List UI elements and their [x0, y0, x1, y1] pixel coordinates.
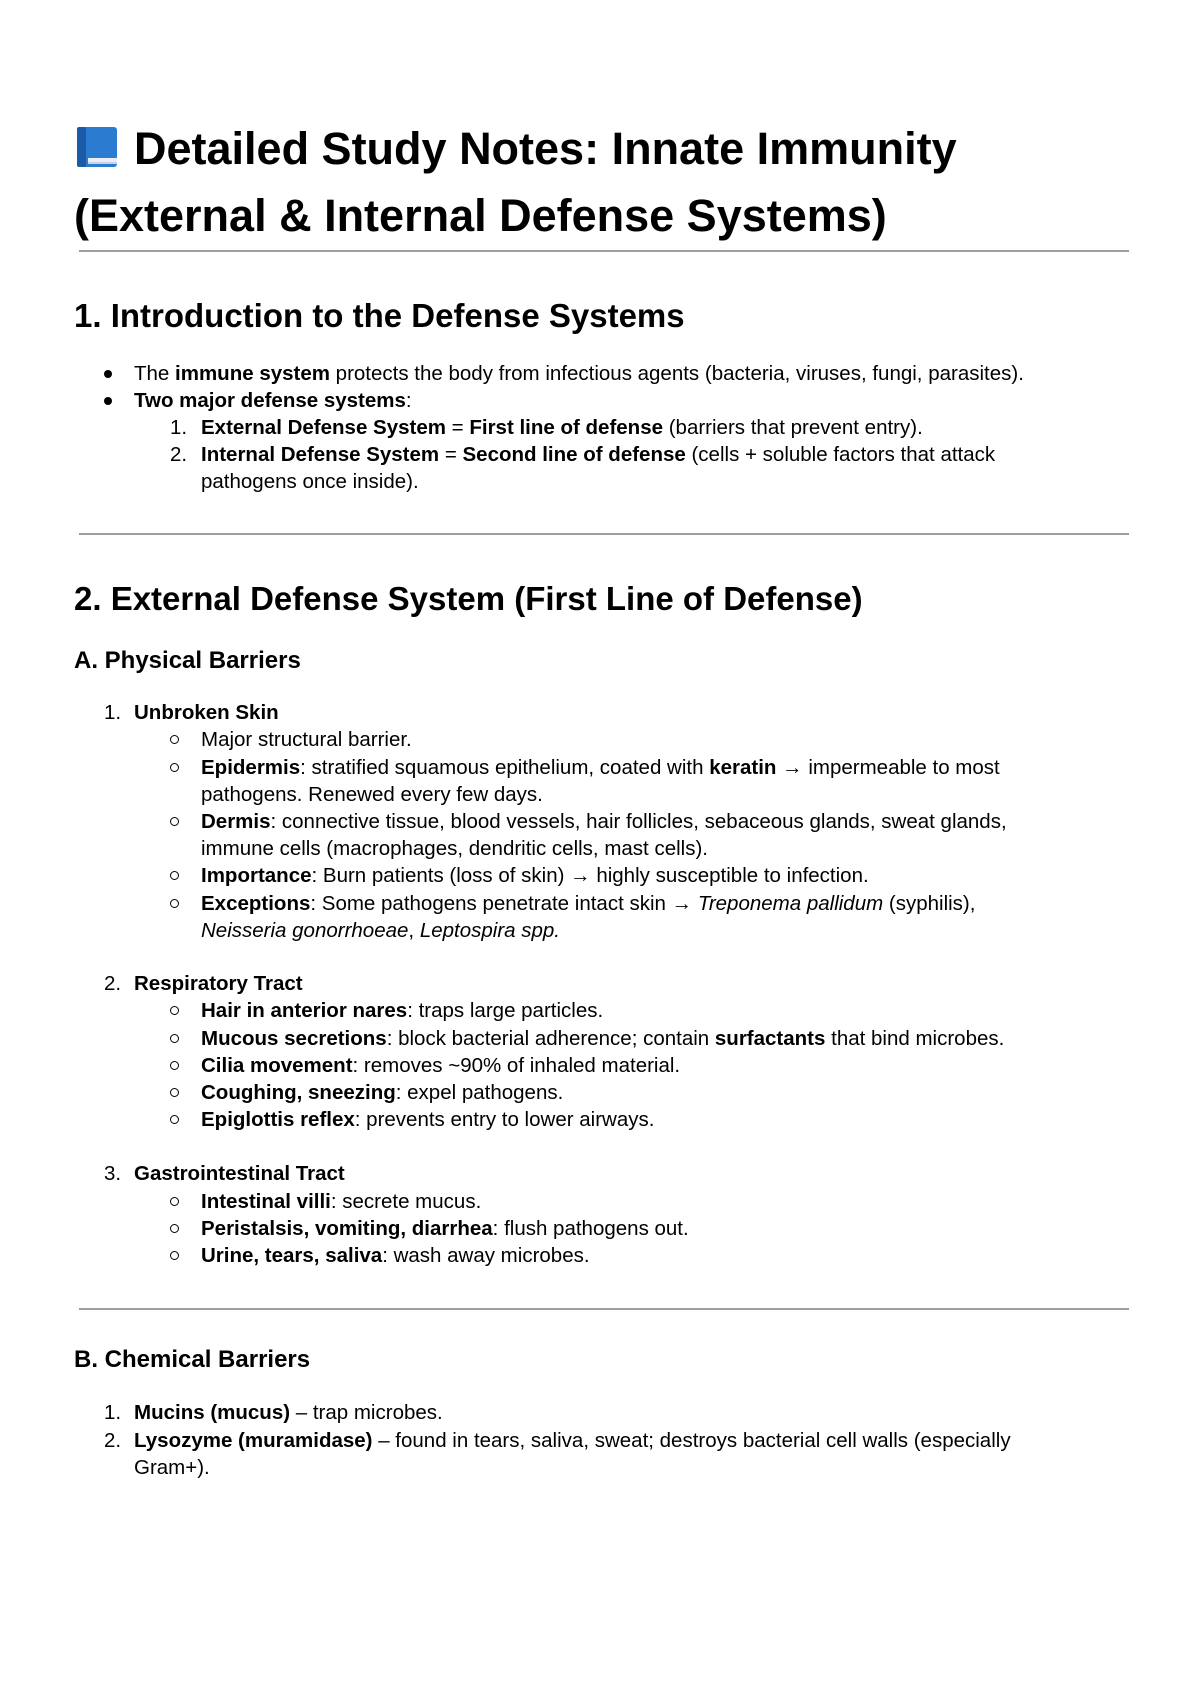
title-line-2: (External & Internal Defense Systems): [74, 190, 887, 241]
hollow-bullet-icon: [170, 1115, 179, 1124]
hollow-bullet-icon: [170, 899, 179, 908]
document-page: Detailed Study Notes: Innate Immunity (External & Internal Defense Systems) 1. Introduction to the Defense Systems The immune system protects the body from infectious agents (bacteria, viruses, fungi, parasites). Two major defense systems: 1. External Defense System = First line of defense (barriers that prevent entry). 2. Internal Defense System = Second line of defense (cells + soluble factors that attack pathogens once inside). 2. External Defense System (First Line of Defense) A. Physical Barriers 1. Unbroken Skin Major structural barrier. Epidermis: stratified squamous epithelium, coated with keratin → impermeable to most pathogens. Renewed every few days. Dermis: connective tissue, blood vessels, hair follicles, sebaceous glands, sweat glands, immune cells (macrophages, dendritic cells, mast cells). Importance: Burn patients (loss of skin) → highly susceptible to infection. Exceptions: Some pathogens penetrate intact skin → Treponema pallidum (syphilis), Neisseria gonorrhoeae, Leptospira spp. 2. Respiratory Tract Hair in anterior nares: traps large particles. Mucous secretions: block bacterial adherence; contain surfactants that bind microbes. Cilia movement: removes ~90% of inhaled material. Coughing, sneezing: expel pathogens. Epiglottis reflex: prevents entry to lower airways. 3. Gastrointestinal Tract Intestinal villi: secrete mucus. Peristalsis, vomiting, diarrhea: flush pathogens out. Urine, tears, saliva: wash away microbes. B. Chemical Barriers 1. Mucins (mucus) – trap microbes. 2. Lysozyme (muramidase) – found in tears, saliva, sweat; destroys bacterial cell walls (especially Gram+).: [0, 0, 1200, 1694]
divider: [79, 1308, 1129, 1310]
hollow-bullet-icon: [170, 1061, 179, 1070]
hollow-bullet-icon: [170, 735, 179, 744]
divider: [79, 250, 1129, 252]
subheading-physical-barriers: A. Physical Barriers: [74, 647, 301, 674]
hollow-bullet-icon: [170, 871, 179, 880]
hollow-bullet-icon: [170, 1006, 179, 1015]
bullet-icon: [104, 370, 112, 378]
divider: [79, 533, 1129, 535]
section-2-heading: 2. External Defense System (First Line of Defense): [74, 580, 863, 617]
hollow-bullet-icon: [170, 763, 179, 772]
hollow-bullet-icon: [170, 1088, 179, 1097]
hollow-bullet-icon: [170, 817, 179, 826]
section-1-heading: 1. Introduction to the Defense Systems: [74, 297, 685, 334]
hollow-bullet-icon: [170, 1034, 179, 1043]
page-title: [74, 118, 1134, 246]
blue-book-icon: [74, 124, 120, 185]
title-line-1: Detailed Study Notes: Innate Immunity: [134, 123, 957, 174]
hollow-bullet-icon: [170, 1197, 179, 1206]
bullet-icon: [104, 397, 112, 405]
hollow-bullet-icon: [170, 1251, 179, 1260]
hollow-bullet-icon: [170, 1224, 179, 1233]
subheading-chemical-barriers: B. Chemical Barriers: [74, 1346, 311, 1373]
